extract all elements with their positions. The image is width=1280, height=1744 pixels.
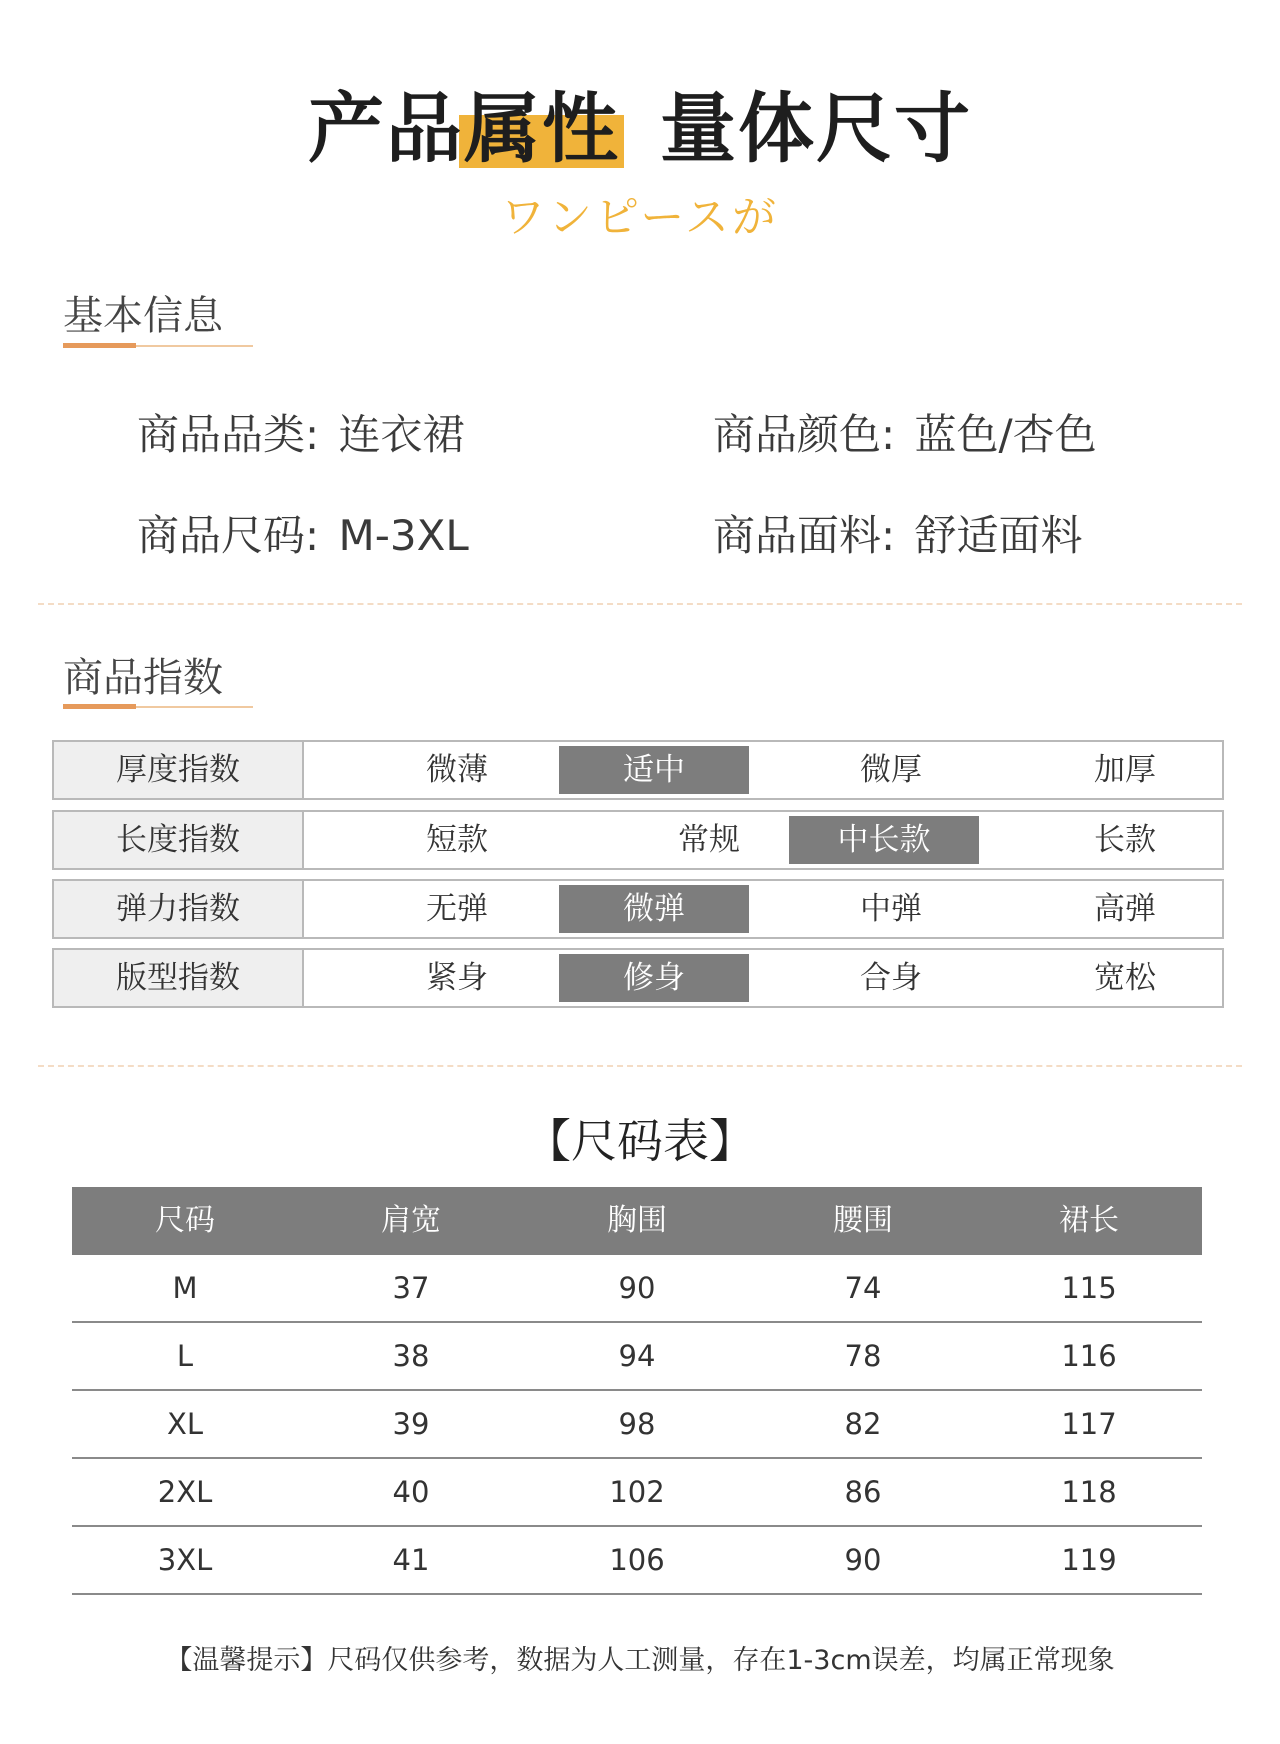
table-cell: 115 <box>1061 1271 1117 1305</box>
table-cell: 117 <box>1061 1407 1117 1441</box>
index-row <box>52 879 1224 939</box>
table-row <box>72 1323 1202 1391</box>
index-option: 加厚 <box>1094 752 1156 788</box>
index-row-label: 弹力指数 <box>54 881 304 937</box>
title-part-2: 属性 <box>464 84 620 173</box>
index-option: 短款 <box>426 822 488 858</box>
table-cell: L <box>176 1339 194 1373</box>
index-option: 微薄 <box>426 752 488 788</box>
table-cell: 90 <box>618 1271 656 1305</box>
divider <box>38 603 1242 605</box>
table-cell: 41 <box>392 1543 430 1577</box>
info-category-value: 连衣裙 <box>338 410 465 459</box>
index-option: 常规 <box>678 822 740 858</box>
table-cell: 74 <box>844 1271 882 1305</box>
table-cell: M <box>172 1271 198 1305</box>
info-color-label: 商品颜色: <box>713 410 896 459</box>
table-cell: 116 <box>1061 1339 1117 1373</box>
table-cell: 82 <box>844 1407 882 1441</box>
info-color-value: 蓝色/杏色 <box>914 410 1097 459</box>
table-row <box>72 1459 1202 1527</box>
table-cell: 39 <box>392 1407 430 1441</box>
index-row-label: 版型指数 <box>54 950 304 1006</box>
info-category <box>137 402 465 462</box>
info-category-label: 商品品类: <box>137 410 320 459</box>
index-row-label: 厚度指数 <box>54 742 304 798</box>
title-highlight <box>464 84 620 174</box>
index-option: 中弹 <box>860 891 922 927</box>
index-option: 微弹 <box>559 885 749 933</box>
size-col-header: 肩宽 <box>381 1203 441 1238</box>
index-row <box>52 740 1224 800</box>
info-size-value: M-3XL <box>338 511 469 560</box>
size-col-header: 尺码 <box>155 1203 215 1238</box>
size-col-header: 胸围 <box>607 1203 667 1238</box>
index-underline-accent <box>63 704 136 709</box>
info-size-label: 商品尺码: <box>137 511 320 560</box>
index-option: 修身 <box>559 954 749 1002</box>
title-part-1: 产品 <box>308 84 464 173</box>
table-cell: 86 <box>844 1475 882 1509</box>
index-option: 微厚 <box>860 752 922 788</box>
subtitle: ワンピースが <box>500 192 780 243</box>
table-cell: 102 <box>609 1475 665 1509</box>
table-cell: 78 <box>844 1339 882 1373</box>
table-row <box>72 1391 1202 1459</box>
basic-info-underline-accent <box>63 343 136 348</box>
page-title <box>0 84 1280 174</box>
index-option: 紧身 <box>426 960 488 996</box>
index-row <box>52 948 1224 1008</box>
table-cell: 3XL <box>157 1543 213 1577</box>
index-option: 长款 <box>1094 822 1156 858</box>
table-cell: 106 <box>609 1543 665 1577</box>
index-option: 适中 <box>559 746 749 794</box>
info-fabric-label: 商品面料: <box>713 511 896 560</box>
tip-text: 【温馨提示】尺码仅供参考，数据为人工测量，存在1-3cm误差，均属正常现象 <box>165 1645 1115 1676</box>
table-cell: 98 <box>618 1407 656 1441</box>
index-row-label: 长度指数 <box>54 812 304 868</box>
index-heading: 商品指数 <box>63 655 223 701</box>
index-option: 高弹 <box>1094 891 1156 927</box>
size-col-header: 腰围 <box>833 1203 893 1238</box>
basic-info-heading: 基本信息 <box>63 293 223 339</box>
table-row <box>72 1527 1202 1595</box>
table-row <box>72 1255 1202 1323</box>
index-row <box>52 810 1224 870</box>
info-color <box>713 402 1097 462</box>
size-col-header: 裙长 <box>1059 1203 1119 1238</box>
table-cell: 90 <box>844 1543 882 1577</box>
index-option: 宽松 <box>1094 960 1156 996</box>
table-cell: 2XL <box>157 1475 213 1509</box>
table-cell: 118 <box>1061 1475 1117 1509</box>
index-option: 中长款 <box>789 816 979 864</box>
table-cell: 40 <box>392 1475 430 1509</box>
title-part-3: 量体尺寸 <box>660 84 972 173</box>
index-option: 合身 <box>860 960 922 996</box>
size-table-header <box>72 1187 1202 1255</box>
info-fabric-value: 舒适面料 <box>914 511 1083 560</box>
size-chart-title: 【尺码表】 <box>525 1114 755 1168</box>
divider <box>38 1065 1242 1067</box>
table-cell: 119 <box>1061 1543 1117 1577</box>
table-cell: 94 <box>618 1339 656 1373</box>
info-fabric <box>713 503 1083 563</box>
table-cell: XL <box>166 1407 204 1441</box>
index-option: 无弹 <box>426 891 488 927</box>
table-cell: 38 <box>392 1339 430 1373</box>
table-cell: 37 <box>392 1271 430 1305</box>
info-size <box>137 503 469 563</box>
